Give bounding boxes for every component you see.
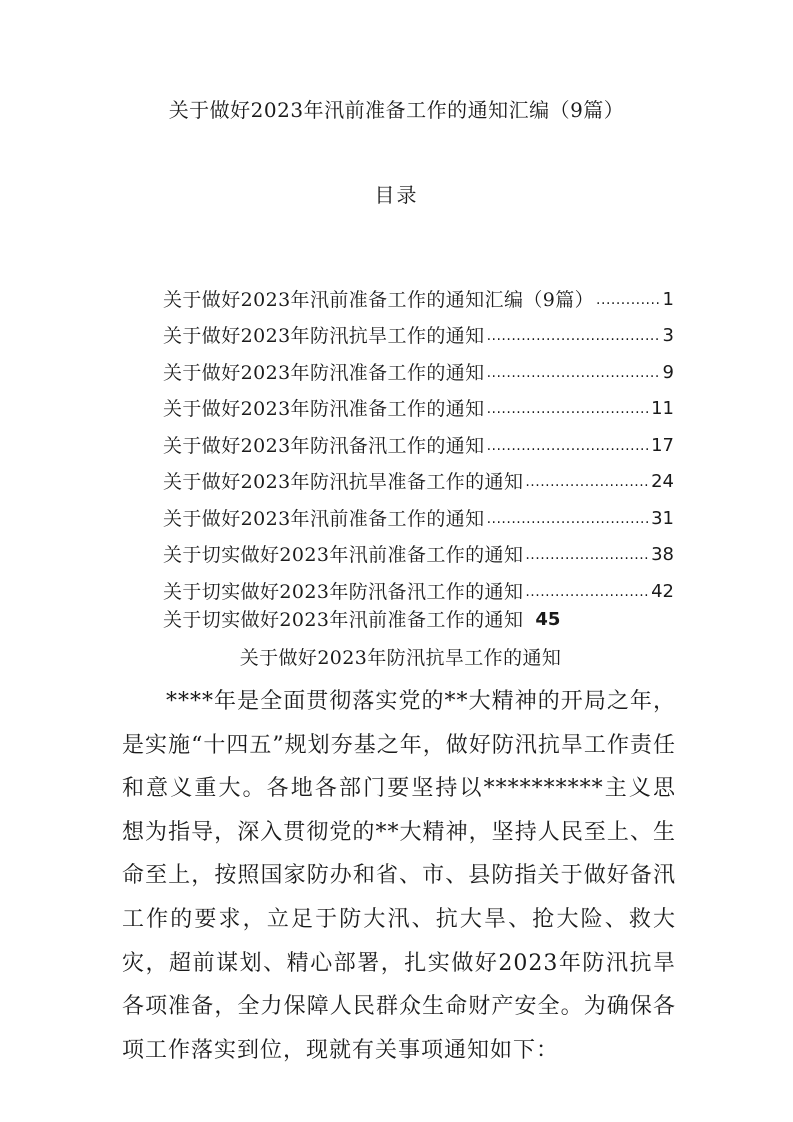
toc-entry-page: 42 — [651, 580, 674, 602]
toc-entry[interactable] — [163, 459, 674, 496]
table-of-contents — [163, 276, 674, 633]
toc-entry-title: 关于做好2023年汛前准备工作的通知 — [163, 507, 485, 530]
toc-entry-page: 24 — [651, 471, 674, 492]
toc-leader-dots — [525, 472, 649, 492]
toc-leader-dots — [487, 509, 650, 529]
toc-entry-page: 9 — [662, 361, 674, 383]
toc-entry[interactable] — [163, 532, 674, 569]
toc-entry[interactable] — [163, 495, 674, 532]
toc-entry-page: 11 — [651, 398, 674, 419]
toc-entry-page: 38 — [651, 544, 674, 565]
toc-entry-page: 45 — [535, 608, 561, 630]
toc-entry-page: 1 — [662, 288, 674, 310]
toc-leader-dots — [487, 363, 661, 383]
toc-entry-title: 关于做好2023年防汛准备工作的通知 — [163, 361, 485, 384]
toc-leader-dots — [487, 399, 650, 419]
toc-entry-title: 关于切实做好2023年汛前准备工作的通知 — [163, 608, 524, 631]
toc-entry-title: 关于做好2023年防汛准备工作的通知 — [163, 398, 485, 420]
toc-entry-title: 关于切实做好2023年汛前准备工作的通知 — [163, 544, 524, 566]
toc-entry[interactable] — [163, 568, 674, 605]
toc-entry[interactable] — [163, 422, 674, 459]
toc-leader-dots — [487, 436, 650, 456]
toc-leader-dots — [487, 326, 661, 346]
toc-entry-title: 关于做好2023年汛前准备工作的通知汇编（9篇） — [163, 288, 595, 311]
toc-entry-title: 关于做好2023年防汛备汛工作的通知 — [163, 434, 485, 457]
toc-entry[interactable] — [163, 276, 674, 313]
toc-leader-dots — [525, 582, 649, 602]
toc-entry[interactable] — [163, 313, 674, 350]
toc-entry[interactable] — [163, 605, 674, 633]
toc-entry-page: 17 — [651, 434, 674, 456]
toc-entry[interactable] — [163, 349, 674, 386]
toc-entry-title: 关于切实做好2023年防汛备汛工作的通知 — [163, 580, 524, 603]
toc-entry[interactable] — [163, 386, 674, 423]
toc-leader-dots — [525, 545, 649, 565]
document-title: 关于做好2023年汛前准备工作的通知汇编（9篇） — [168, 98, 625, 122]
toc-entry-page: 31 — [651, 507, 674, 529]
toc-leader-dots — [596, 290, 661, 310]
article-title: 关于做好2023年防汛抗旱工作的通知 — [239, 647, 562, 669]
toc-entry-title: 关于做好2023年防汛抗旱工作的通知 — [163, 325, 485, 347]
body-paragraph: ****年是全面贯彻落实党的**大精神的开局之年，是实施“十四五”规划夯基之年，做好防汛抗旱工作责任和意义重大。各地各部门要坚持以**********主义思想为指导，深入贯彻党的**大精神，坚持人民至上、生命至上，按照国家防办和省、市、县防指关于做好备汛工作的要求，立足于防大汛、抗大旱、抢大险、救大灾，超前谋划、精心部署，扎实做好2023年防汛抗旱各项准备，全力保障人民群众生命财产安全。为确保各项工作落实到位，现就有关事项通知如下： — [122, 689, 676, 1063]
toc-heading: 目录 — [374, 183, 419, 207]
toc-entry-title: 关于做好2023年防汛抗旱准备工作的通知 — [163, 471, 524, 493]
toc-entry-page: 3 — [662, 325, 674, 346]
